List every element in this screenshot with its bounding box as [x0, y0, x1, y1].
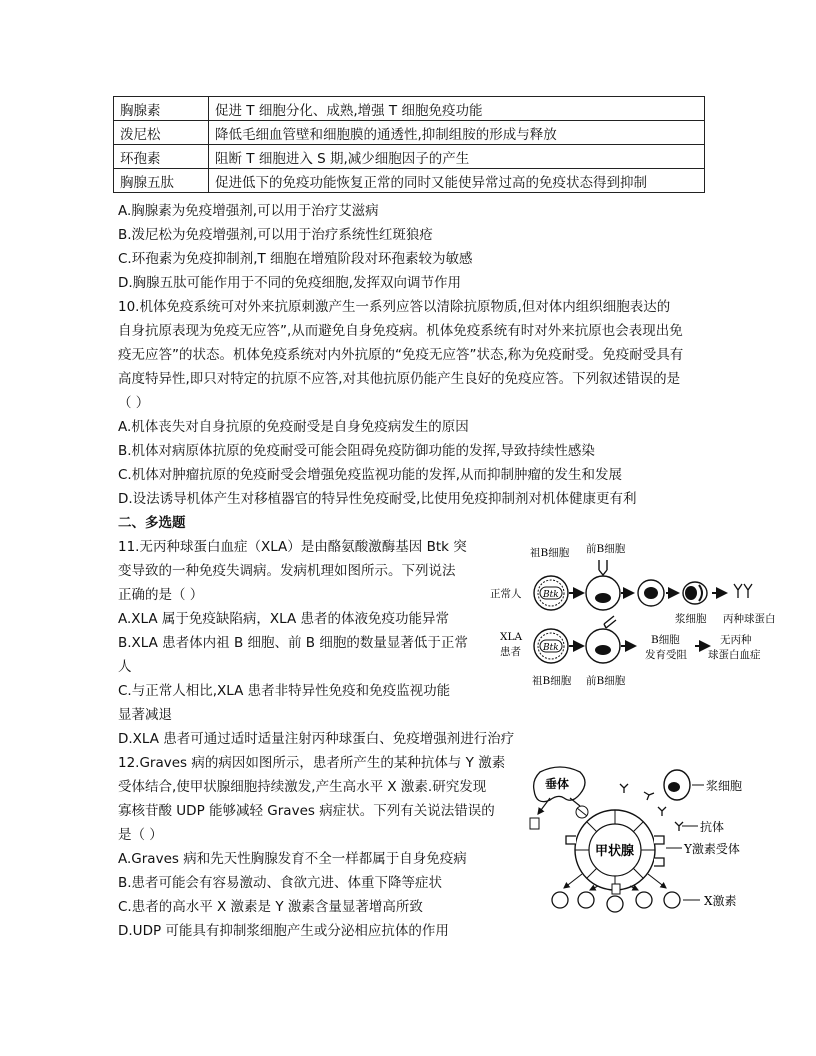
arrow-icon	[564, 874, 582, 888]
q12-line: 寡核苷酸 UDP 能够减轻 Graves 病症状。下列有关说法错误的	[118, 803, 495, 819]
q11-option-b: B.XLA 患者体内祖 B 细胞、前 B 细胞的数量显著低于正常	[118, 635, 468, 651]
label-x-hormone: X激素	[704, 894, 737, 908]
label-patient: 患者	[500, 646, 521, 658]
label-antibody: 抗体	[700, 820, 725, 834]
label-btk: Btk	[543, 643, 559, 653]
q9-option-a: A.胸腺素为免疫增强剂,可以用于治疗艾滋病	[118, 203, 379, 219]
label-blocked-1: B细胞	[651, 634, 680, 646]
q11-option-c-cont: 显著减退	[118, 707, 172, 723]
label-blocked-2: 发育受阻	[645, 649, 687, 661]
q12-option-d: D.UDP 可能具有抑制浆细胞产生或分泌相应抗体的作用	[118, 923, 449, 939]
label-pro-b-top: 祖B细胞	[530, 547, 570, 559]
arrow-icon	[648, 874, 666, 888]
antibody-icon	[658, 807, 666, 816]
q9-option-c: C.环孢素为免疫抑制剂,T 细胞在增殖阶段对环孢素较为敏感	[118, 251, 473, 267]
pre-b-nucleus-icon	[595, 645, 611, 655]
x-hormone-icon	[578, 892, 594, 908]
q12-line: 受体结合,使甲状腺细胞持续激发,产生高水平 X 激素.研究发现	[118, 779, 487, 795]
label-normal: 正常人	[490, 588, 522, 600]
drug-name-cell: 胸腺素	[114, 97, 209, 121]
y-receptor-icon	[654, 836, 664, 844]
q11-option-a: A.XLA 属于免疫缺陷病，XLA 患者的体液免疫功能异常	[118, 611, 449, 627]
drug-name-cell: 环孢素	[114, 145, 209, 169]
label-disease-2: 球蛋白血症	[708, 649, 761, 661]
drug-name-cell: 胸腺五肽	[114, 169, 209, 193]
drug-table	[113, 96, 705, 193]
antibody-icon	[620, 784, 628, 793]
antibody-icon	[734, 584, 752, 598]
drug-effect-cell: 促进 T 细胞分化、成熟,增强 T 细胞免疫功能	[209, 97, 705, 121]
q11-option-c: C.与正常人相比,XLA 患者非特异性免疫和免疫监视功能	[118, 683, 451, 699]
q12-option-a: A.Graves 病和先天性胸腺发育不全一样都属于自身免疫病	[118, 851, 467, 867]
arrow-icon	[590, 886, 598, 890]
q10-stem-line: 高度特异性,即只对特定的抗原不应答,对其他抗原仍能产生良好的免疫应答。下列叙述错误的是	[118, 371, 681, 387]
q11-line: 正确的是（ ）	[118, 587, 204, 603]
label-btk: Btk	[543, 590, 559, 600]
label-plasma: 浆细胞	[675, 613, 707, 625]
y-hormone-icon	[530, 818, 539, 829]
y-receptor-icon	[654, 858, 664, 866]
q10-answer-bracket: （ ）	[118, 395, 150, 411]
label-pro-b-bottom: 祖B细胞	[532, 675, 572, 687]
receptor-icon	[604, 616, 616, 628]
x-hormone-icon	[636, 892, 652, 908]
x-hormone-icon	[607, 896, 623, 912]
table-row	[114, 121, 705, 145]
x-hormone-icon	[664, 892, 680, 908]
receptor-icon	[599, 560, 607, 575]
q10-stem-line: 自身抗原表现为免疫无应答”,从而避免自身免疫病。机体免疫系统有时对外来抗原也会表现出免	[118, 323, 683, 339]
drug-effect-cell: 阻断 T 细胞进入 S 期,减少细胞因子的产生	[209, 145, 705, 169]
label-pre-b-bottom: 前B细胞	[586, 675, 626, 687]
label-plasma-cell: 浆细胞	[706, 779, 743, 793]
table-row	[114, 169, 705, 193]
x-hormone-icon	[552, 892, 568, 908]
antibody-icon	[675, 822, 683, 831]
table-row	[114, 145, 705, 169]
graves-mechanism-figure	[520, 762, 790, 917]
q10-option-a: A.机体丧失对自身抗原的免疫耐受是自身免疫病发生的原因	[118, 419, 469, 435]
plasma-nucleus-icon	[685, 586, 697, 600]
label-receptor: Y激素受体	[684, 842, 740, 856]
label-xla: XLA	[500, 631, 523, 643]
xla-mechanism-figure	[488, 540, 788, 690]
label-pituitary: 垂体	[545, 777, 570, 791]
q11-option-b-cont: 人	[118, 659, 132, 675]
q12-option-c: C.患者的高水平 X 激素是 Y 激素含量显著增高所致	[118, 899, 423, 915]
q11-line: 11.无丙种球蛋白血症（XLA）是由酪氨酸激酶基因 Btk 突	[118, 539, 467, 555]
q10-option-b: B.机体对病原体抗原的免疫耐受可能会阻碍免疫防御功能的发挥,导致持续性感染	[118, 443, 595, 459]
drug-effect-cell: 促进低下的免疫功能恢复正常的同时又能使异常过高的免疫状态得到抑制	[209, 169, 705, 193]
table-row	[114, 97, 705, 121]
q12-option-b: B.患者可能会有容易激动、食欲亢进、体重下降等症状	[118, 875, 443, 891]
arrow-icon	[630, 886, 638, 890]
antibody-icon	[644, 792, 654, 800]
label-pre-b-top: 前B细胞	[586, 543, 626, 555]
q10-stem-line: 10.机体免疫系统可对外来抗原刺激产生一系列应答以清除抗原物质,但对体内组织细胞表达的	[118, 299, 671, 315]
q10-stem-line: 疫无应答”的状态。机体免疫系统对内外抗原的“免疫无应答”状态,称为免疫耐受。免疫耐受具有	[118, 347, 684, 363]
q10-option-d: D.设法诱导机体产生对移植器官的特异性免疫耐受,比使用免疫抑制剂对机体健康更有利	[118, 491, 637, 507]
label-globulin: 丙种球蛋白	[723, 613, 776, 625]
section-title: 二、多选题	[118, 515, 186, 531]
q11-option-d: D.XLA 患者可通过适时适量注射丙种球蛋白、免疫增强剂进行治疗	[118, 731, 515, 747]
b-cell-nucleus-icon	[644, 587, 658, 599]
drug-effect-cell: 降低毛细血管壁和细胞膜的通透性,抑制组胺的形成与释放	[209, 121, 705, 145]
q9-option-d: D.胸腺五肽可能作用于不同的免疫细胞,发挥双向调节作用	[118, 275, 461, 291]
label-disease-1: 无丙种	[720, 634, 752, 646]
q10-option-c: C.机体对肿瘤抗原的免疫耐受会增强免疫监视功能的发挥,从而抑制肿瘤的发生和发展	[118, 467, 623, 483]
q12-line: 是（ ）	[118, 827, 163, 843]
q9-option-b: B.泼尼松为免疫增强剂,可以用于治疗系统性红斑狼疮	[118, 227, 433, 243]
plasma-nucleus-icon	[668, 782, 680, 792]
y-receptor-bottom-icon	[612, 884, 620, 894]
q11-line: 变导致的一种免疫失调病。发病机理如图所示。下列说法	[118, 563, 456, 579]
q12-line: 12.Graves 病的病因如图所示，患者所产生的某种抗体与 Y 激素	[118, 755, 506, 771]
label-thyroid: 甲状腺	[595, 844, 635, 859]
pre-b-nucleus-icon	[595, 593, 611, 603]
drug-name-cell: 泼尼松	[114, 121, 209, 145]
y-receptor-icon	[566, 836, 576, 844]
